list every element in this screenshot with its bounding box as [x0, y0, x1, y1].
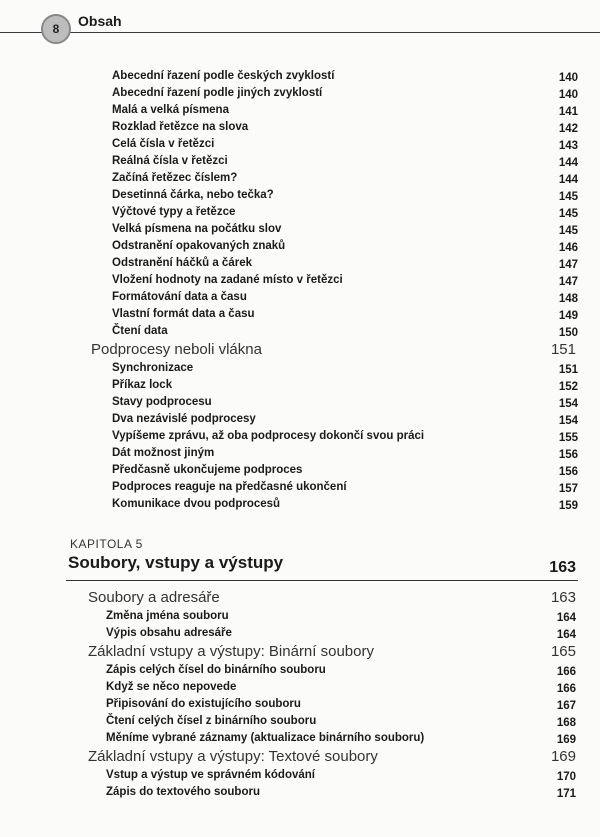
toc-title: Komunikace dvou podprocesů	[112, 498, 281, 510]
toc-entry	[0, 153, 600, 170]
toc-page-number: 147	[558, 259, 578, 271]
toc-entry	[0, 679, 600, 696]
toc-title: Rozklad řetězce na slova	[112, 121, 249, 133]
toc-page-number: 151	[558, 364, 578, 376]
toc-title: Když se něco nepovede	[106, 681, 237, 693]
toc-title: Čtení data	[112, 325, 168, 337]
toc-title: Zápis do textového souboru	[106, 786, 260, 798]
toc-page-number: 171	[556, 788, 576, 800]
toc-title: Zápis celých čísel do binárního souboru	[106, 664, 326, 676]
toc-title: Vypíšeme zprávu, až oba podprocesy dokončí svou práci	[112, 430, 425, 442]
toc-page-number: 143	[558, 140, 578, 152]
toc-page-number: 148	[558, 293, 578, 305]
toc-page-number: 164	[556, 629, 576, 641]
toc-title: Změna jména souboru	[106, 610, 229, 622]
toc-entry	[0, 784, 600, 801]
chapter-title: Soubory, vstupy a výstupy	[68, 553, 284, 572]
toc-section	[0, 588, 600, 608]
toc-title: Stavy podprocesu	[112, 396, 212, 408]
toc-page-number: 155	[558, 432, 578, 444]
toc-entry	[0, 394, 600, 411]
toc-page-number: 154	[558, 415, 578, 427]
toc-page-number: 168	[556, 717, 576, 729]
toc-entry	[0, 479, 600, 496]
toc-title: Měníme vybrané záznamy (aktualizace binárního souboru)	[106, 732, 425, 744]
toc-entry	[0, 85, 600, 102]
toc-title: Dát možnost jiným	[112, 447, 215, 459]
toc-title: Předčasně ukončujeme podproces	[112, 464, 303, 476]
toc-title: Připisování do existujícího souboru	[106, 698, 301, 710]
toc-page-number: 159	[558, 500, 578, 512]
toc-title: Soubory a adresáře	[88, 589, 220, 606]
toc-entry	[0, 662, 600, 679]
toc-entry	[0, 221, 600, 238]
header-rule	[0, 32, 600, 33]
toc-title: Podproces reaguje na předčasné ukončení	[112, 481, 347, 493]
header-title: Obsah	[78, 13, 122, 29]
toc-title: Odstranění opakovaných znaků	[112, 240, 286, 252]
toc-entry	[0, 170, 600, 187]
toc-page-number: 147	[558, 276, 578, 288]
toc-entry	[0, 323, 600, 340]
toc-title: Malá a velká písmena	[112, 104, 229, 116]
toc-entry	[0, 411, 600, 428]
toc-page-number: 145	[558, 208, 578, 220]
page-number: 8	[52, 22, 60, 36]
toc-page-number: 157	[558, 483, 578, 495]
toc-section	[0, 747, 600, 767]
toc-entry	[0, 767, 600, 784]
toc-page-number: 156	[558, 466, 578, 478]
toc-title: Vložení hodnoty na zadané místo v řetězci	[112, 274, 343, 286]
toc-page-number: 165	[550, 643, 576, 660]
toc-entry	[0, 696, 600, 713]
toc-page-number: 150	[558, 327, 578, 339]
toc-title: Dva nezávislé podprocesy	[112, 413, 256, 425]
toc-section	[0, 340, 600, 360]
toc-page-number: 170	[556, 771, 576, 783]
toc-page-number: 164	[556, 612, 576, 624]
toc-page-number: 156	[558, 449, 578, 461]
toc-title: Reálná čísla v řetězci	[112, 155, 228, 167]
toc-page-number: 145	[558, 225, 578, 237]
toc-page-number: 142	[558, 123, 578, 135]
toc-entry	[0, 625, 600, 642]
toc-list-part2	[0, 588, 600, 801]
toc-title: Výpis obsahu adresáře	[106, 627, 232, 639]
toc-entry	[0, 119, 600, 136]
toc-title: Výčtové typy a řetězce	[112, 206, 236, 218]
toc-title: Abecední řazení podle jiných zvyklostí	[112, 87, 323, 99]
toc-entry	[0, 187, 600, 204]
toc-page-number: 140	[558, 89, 578, 101]
toc-title: Základní vstupy a výstupy: Binární soubory	[88, 643, 374, 660]
toc-entry	[0, 306, 600, 323]
toc-page-number: 145	[558, 191, 578, 203]
toc-entry	[0, 204, 600, 221]
toc-page-number: 166	[556, 683, 576, 695]
toc-page-number: 146	[558, 242, 578, 254]
toc-page-number: 144	[558, 174, 578, 186]
toc-page-number: 169	[556, 734, 576, 746]
toc-page-number: 163	[550, 589, 576, 606]
toc-entry	[0, 713, 600, 730]
toc-title: Odstranění háčků a čárek	[112, 257, 252, 269]
toc-title: Desetinná čárka, nebo tečka?	[112, 189, 274, 201]
toc-entry	[0, 238, 600, 255]
toc-entry	[0, 102, 600, 119]
toc-page-number: 151	[550, 341, 576, 358]
toc-title: Synchronizace	[112, 362, 194, 374]
toc-title: Celá čísla v řetězci	[112, 138, 215, 150]
toc-title: Začíná řetězec číslem?	[112, 172, 238, 184]
toc-entry	[0, 445, 600, 462]
toc-entry	[0, 272, 600, 289]
toc-page-number: 152	[558, 381, 578, 393]
page-number-badge	[41, 14, 71, 44]
toc-entry	[0, 428, 600, 445]
toc-page-number: 144	[558, 157, 578, 169]
toc-section	[0, 642, 600, 662]
toc-entry	[0, 462, 600, 479]
toc-page-number: 154	[558, 398, 578, 410]
toc-title: Velká písmena na počátku slov	[112, 223, 282, 235]
toc-page-number: 149	[558, 310, 578, 322]
toc-page-number: 166	[556, 666, 576, 678]
chapter-rule	[66, 580, 578, 581]
toc-title: Podprocesy neboli vlákna	[91, 341, 262, 358]
toc-entry	[0, 68, 600, 85]
toc-entry	[0, 136, 600, 153]
toc-entry	[0, 730, 600, 747]
toc-page-number: 167	[556, 700, 576, 712]
toc-list-part1	[0, 68, 600, 513]
toc-title: Základní vstupy a výstupy: Textové soubory	[88, 748, 378, 765]
toc-title: Abecední řazení podle českých zvyklostí	[112, 70, 335, 82]
toc-title: Formátování data a času	[112, 291, 247, 303]
toc-title: Příkaz lock	[112, 379, 173, 391]
toc-entry	[0, 377, 600, 394]
chapter-page-number: 163	[549, 559, 576, 576]
toc-entry	[0, 289, 600, 306]
toc-title: Vstup a výstup ve správném kódování	[106, 769, 315, 781]
toc-entry	[0, 255, 600, 272]
running-header	[0, 0, 600, 48]
toc-title: Čtení celých čísel z binárního souboru	[106, 715, 317, 727]
toc-page-number: 140	[558, 72, 578, 84]
toc-entry	[0, 360, 600, 377]
toc-title: Vlastní formát data a času	[112, 308, 255, 320]
chapter-label: KAPITOLA 5	[70, 537, 143, 551]
toc-page-number: 141	[558, 106, 578, 118]
toc-entry	[0, 608, 600, 625]
toc-page-number: 169	[550, 748, 576, 765]
toc-entry	[0, 496, 600, 513]
